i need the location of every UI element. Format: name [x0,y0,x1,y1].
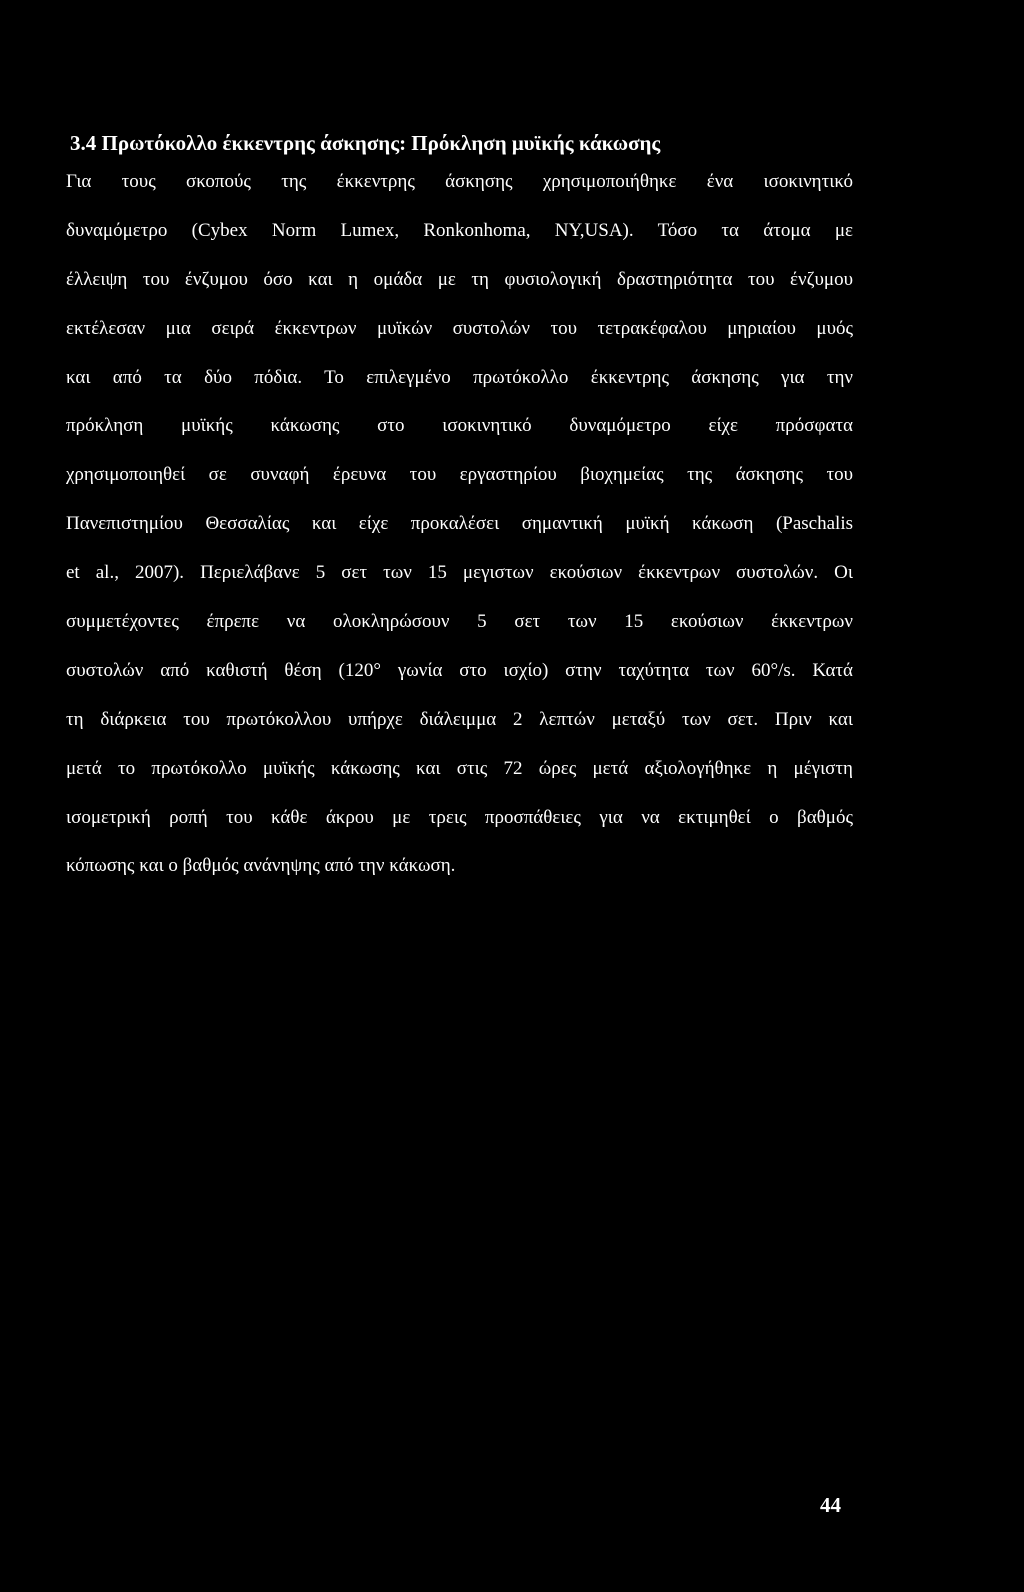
paragraph-line: δυναμόμετρο (Cybex Norm Lumex, Ronkonhoma, NY,USA). Τόσο τα άτομα με [66,219,853,241]
paragraph-line: Για τους σκοπούς της έκκεντρης άσκησης χρησιμοποιήθηκε ένα ισοκινητικό [66,171,853,192]
paragraph-line: εκτέλεσαν μια σειρά έκκεντρων μυϊκών συστολών του τετρακέφαλου μηριαίου μυός [66,317,853,339]
section-heading: 3.4 Πρωτόκολλο έκκεντρης άσκησης: Πρόκληση μυϊκής κάκωσης [70,131,661,155]
paragraph-line: συμμετέχοντες έπρεπε να ολοκληρώσουν 5 σετ των 15 εκούσιων έκκεντρων [66,611,853,633]
paragraph-line: έλλειψη του ένζυμου όσο και η ομάδα με τη φυσιολογική δραστηριότητα του ένζυμου [66,268,853,290]
paragraph-line: χρησιμοποιηθεί σε συναφή έρευνα του εργαστηρίου βιοχημείας της άσκησης του [66,464,853,486]
paragraph-line: τη διάρκεια του πρωτόκολλου υπήρχε διάλειμμα 2 λεπτών μεταξύ των σετ. Πριν και [66,708,853,730]
page-number: 44 [820,1493,841,1517]
paragraph-line: και από τα δύο πόδια. Το επιλεγμένο πρωτόκολλο έκκεντρης άσκησης για την [66,366,853,388]
body-paragraph [66,158,853,891]
paragraph-line: ισομετρική ροπή του κάθε άκρου με τρεις προσπάθειες για να εκτιμηθεί ο βαθμός [66,806,853,828]
paragraph-line: πρόκληση μυϊκής κάκωσης στο ισοκινητικό δυναμόμετρο είχε πρόσφατα [66,415,853,437]
paragraph-line: μετά το πρωτόκολλο μυϊκής κάκωσης και στις 72 ώρες μετά αξιολογήθηκε η μέγιστη [66,757,853,779]
paragraph-line: συστολών από καθιστή θέση (120° γωνία στο ισχίο) στην ταχύτητα των 60°/s. Κατά [66,659,853,681]
paragraph-line: et al., 2007). Περιελάβανε 5 σετ των 15 μεγιστων εκούσιων έκκεντρων συστολών. Οι [66,562,853,584]
paragraph-line: κόπωσης και ο βαθμός ανάνηψης από την κάκωση. [66,855,456,877]
paragraph-line: Πανεπιστημίου Θεσσαλίας και είχε προκαλέσει σημαντική μυϊκή κάκωση (Paschalis [66,513,853,535]
